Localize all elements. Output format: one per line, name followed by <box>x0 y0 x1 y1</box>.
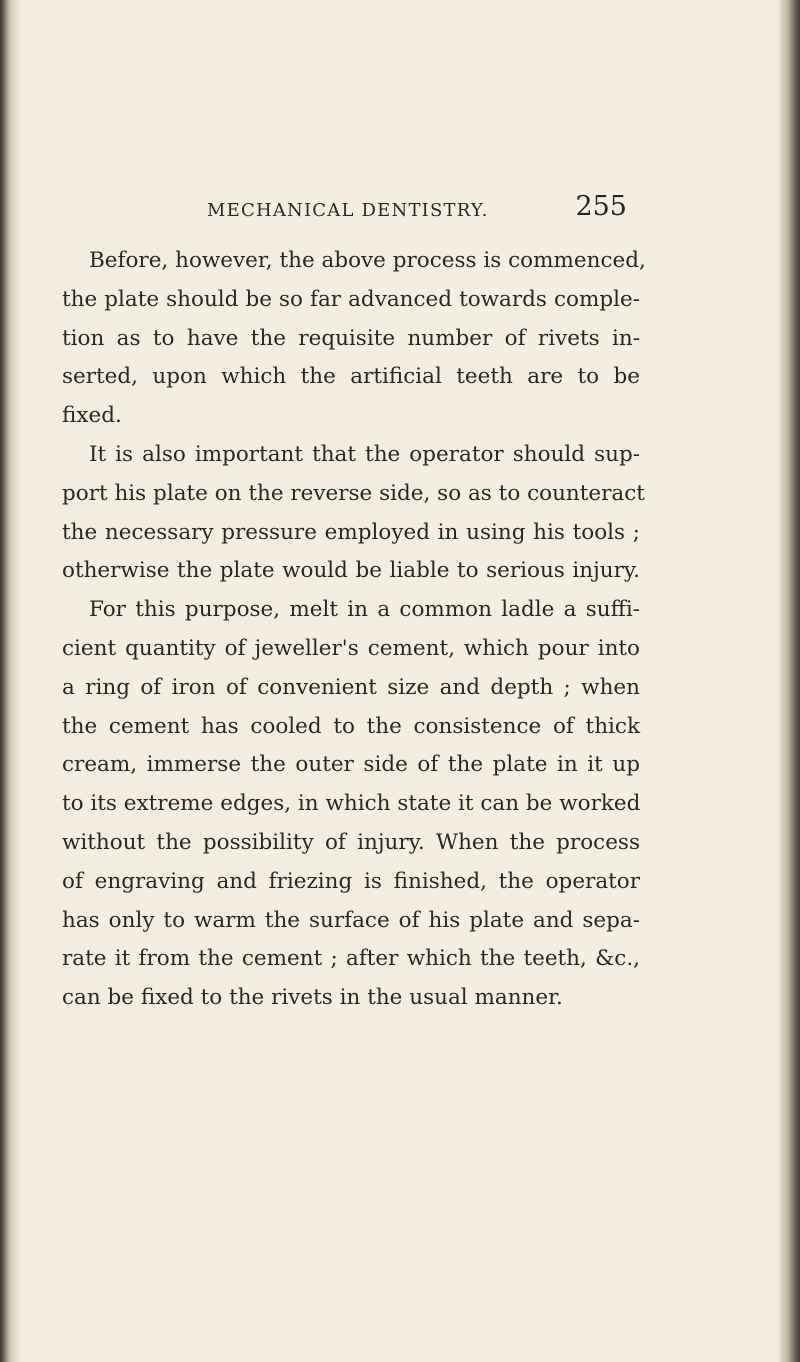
text-line: fixed. <box>62 403 122 429</box>
page-number: 255 <box>575 191 627 222</box>
text-line: For this purpose, melt in a common ladle a suffi- <box>89 597 640 623</box>
text-line: tion as to have the requisite number of rivets in- <box>62 325 640 351</box>
text-line: port his plate on the reverse side, so as to counteract <box>62 480 645 506</box>
text-line: cream, immerse the outer side of the plate in it up <box>62 752 640 778</box>
left-gutter-shadow <box>0 0 20 1362</box>
text-line: It is also important that the operator should sup- <box>89 441 640 467</box>
running-head <box>207 192 627 228</box>
text-line: the cement has cooled to the consistence of thick <box>62 713 640 739</box>
text-line: of engraving and friezing is finished, the operator <box>62 868 640 894</box>
text-line: the plate should be so far advanced towards comple- <box>62 286 640 312</box>
text-line: a ring of iron of convenient size and depth ; when <box>62 674 640 700</box>
text-line: otherwise the plate would be liable to serious injury. <box>62 558 640 584</box>
text-line: rate it from the cement ; after which the teeth, &c., <box>62 946 640 972</box>
running-title: MECHANICAL DENTISTRY. <box>207 200 489 221</box>
text-line: without the possibility of injury. When the process <box>62 829 640 855</box>
text-line: serted, upon which the artificial teeth are to be <box>62 364 640 390</box>
right-gutter-shadow <box>778 0 800 1362</box>
text-line: cient quantity of jeweller's cement, which pour into <box>62 635 640 661</box>
text-line: the necessary pressure employed in using his tools ; <box>62 519 640 545</box>
text-line: has only to warm the surface of his plate and sepa- <box>62 907 640 933</box>
text-line: can be fixed to the rivets in the usual manner. <box>62 985 563 1011</box>
text-line: Before, however, the above process is commenced, <box>89 248 646 273</box>
body-text <box>62 242 646 1018</box>
text-line: to its extreme edges, in which state it can be worked <box>62 791 641 817</box>
